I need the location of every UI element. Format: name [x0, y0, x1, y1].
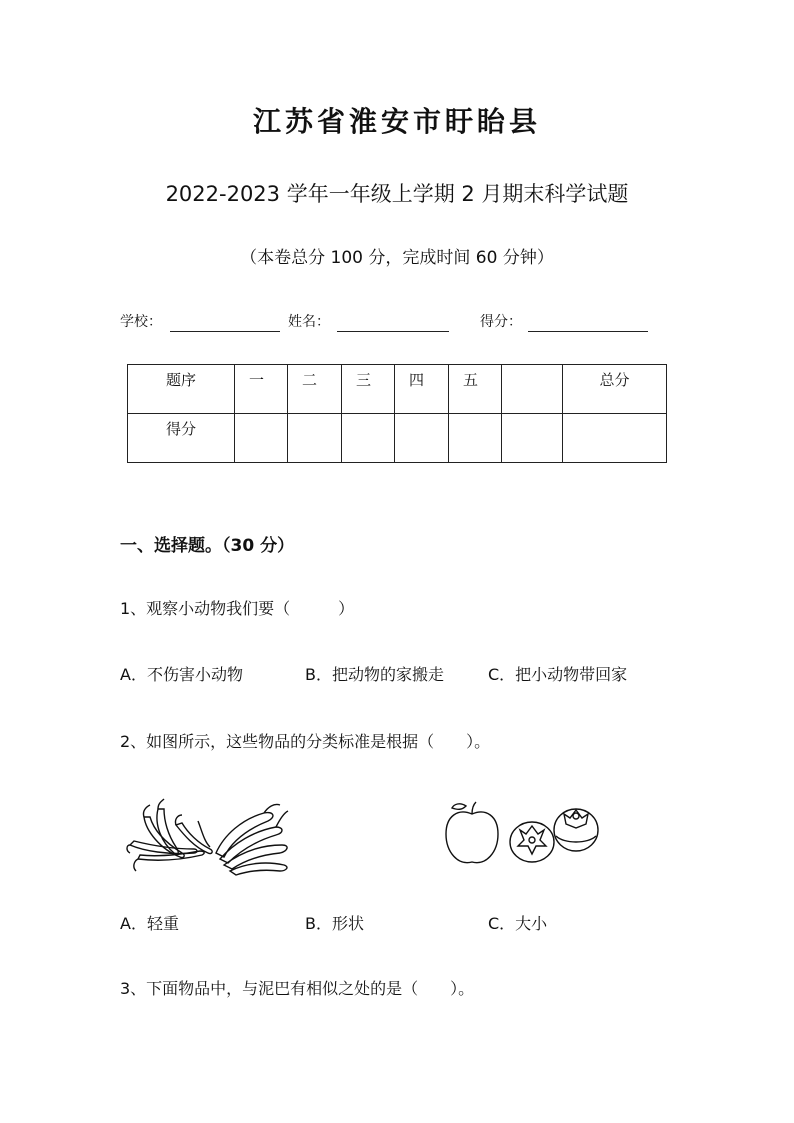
- table-cell-part-4: 四: [395, 365, 449, 414]
- score-cell[interactable]: [395, 414, 449, 463]
- apple-shape: [446, 812, 498, 863]
- name-label: 姓名：: [288, 314, 330, 330]
- persimmon-shape: [554, 809, 598, 851]
- region-title: 江苏省淮安市盱眙县: [252, 105, 541, 138]
- table-cell-part-2: 二: [288, 365, 342, 414]
- table-cell-blank: [502, 365, 563, 414]
- peppers-bananas-drawing: [124, 795, 294, 877]
- apple-persimmons-drawing: [440, 800, 610, 872]
- table-cell-total: 总分: [563, 365, 667, 414]
- question-2-stem: 2、如图所示，这些物品的分类标准是根据（ ）。: [120, 732, 491, 751]
- table-cell-score-label: 得分: [128, 414, 235, 463]
- score-blank[interactable]: [528, 331, 648, 332]
- question-3-stem: 3、下面物品中，与泥巴有相似之处的是（ ）。: [120, 979, 475, 998]
- table-cell-part-3: 三: [342, 365, 395, 414]
- question-2-option-a[interactable]: A．轻重: [120, 914, 179, 933]
- question-2-option-b[interactable]: B．形状: [305, 914, 364, 933]
- score-cell[interactable]: [342, 414, 395, 463]
- score-cell[interactable]: [502, 414, 563, 463]
- section-heading: 一、选择题。（30 分）: [120, 536, 295, 556]
- table-cell-part-1: 一: [235, 365, 288, 414]
- question-2-option-c[interactable]: C．大小: [488, 914, 548, 933]
- pepper-shape: [130, 841, 197, 854]
- persimmon-shape: [510, 822, 554, 862]
- table-cell-part-5: 五: [449, 365, 502, 414]
- score-cell[interactable]: [288, 414, 342, 463]
- school-label: 学校：: [120, 314, 162, 330]
- score-table: [127, 364, 667, 463]
- exam-title: 2022-2023 学年一年级上学期 2 月期末科学试题: [165, 182, 629, 206]
- question-1-option-b[interactable]: B．把动物的家搬走: [305, 665, 444, 684]
- question-1-option-c[interactable]: C．把小动物带回家: [488, 665, 628, 684]
- exam-note: （本卷总分 100 分，完成时间 60 分钟）: [240, 248, 554, 268]
- score-table-score-row: [128, 414, 667, 463]
- school-blank[interactable]: [170, 331, 280, 332]
- score-cell[interactable]: [449, 414, 502, 463]
- score-table-header-row: [128, 365, 667, 414]
- score-cell[interactable]: [235, 414, 288, 463]
- score-cell-total[interactable]: [563, 414, 667, 463]
- table-cell-order: 题序: [128, 365, 235, 414]
- question-1-option-a[interactable]: A．不伤害小动物: [120, 665, 243, 684]
- question-1-stem: 1、观察小动物我们要（ ）: [120, 599, 355, 618]
- name-blank[interactable]: [337, 331, 449, 332]
- score-label: 得分：: [480, 314, 522, 330]
